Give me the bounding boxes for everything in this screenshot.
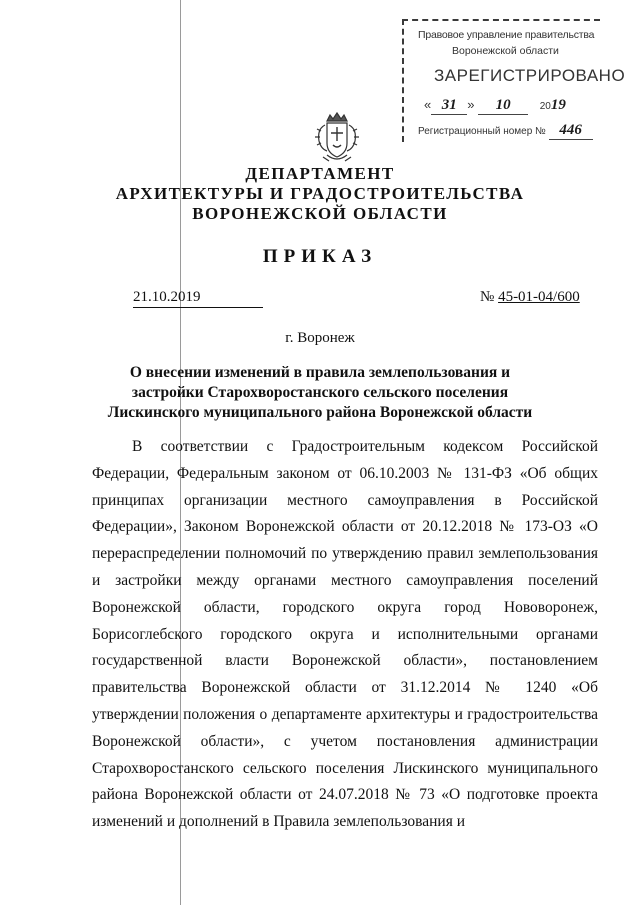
stamp-year-suffix: 19 bbox=[550, 97, 566, 113]
department-name bbox=[0, 164, 640, 224]
stamp-registered: ЗАРЕГИСТРИРОВАНО bbox=[434, 66, 626, 85]
dept-line-1: ДЕПАРТАМЕНТ bbox=[245, 164, 395, 183]
stamp-date-row: « 31 » 10 2019 bbox=[424, 97, 566, 113]
order-subject: О внесении изменений в правила землепользования и застройки Старохворостанского сельского поселения Лискинского муниципального района Воронежской области bbox=[107, 364, 533, 421]
stamp-org-line1: Правовое управление правительства bbox=[418, 29, 595, 41]
registration-stamp bbox=[402, 19, 626, 142]
stamp-reg-row bbox=[418, 122, 593, 140]
number-sign: № bbox=[480, 289, 495, 305]
stamp-month: 10 bbox=[495, 97, 511, 113]
stamp-reg-label: Регистрационный номер № bbox=[418, 126, 546, 137]
stamp-reg-number: 446 bbox=[549, 122, 593, 140]
dept-line-2: АРХИТЕКТУРЫ И ГРАДОСТРОИТЕЛЬСТВА bbox=[115, 184, 525, 203]
stamp-day: 31 bbox=[441, 97, 457, 113]
number-value: 45-01-04/600 bbox=[498, 289, 580, 305]
coat-of-arms-icon bbox=[313, 111, 361, 165]
city: г. Воронеж bbox=[285, 330, 355, 346]
stamp-year-prefix: 20 bbox=[539, 101, 551, 112]
stamp-org-line2: Воронежской области bbox=[452, 45, 559, 57]
body-paragraph: В соответствии с Градостроительным кодексом Российской Федерации, Федеральным законом от 06.10.2003 № 131-ФЗ «Об общих принципах организации местного самоуправления в Российской Федерации», Законом Воронежской области от 20.12.2018 № 173-ОЗ «О перераспределении полномочий по утверждению правил землепользования и застройки между органами местного самоуправления поселений Воронежской области, городского округа город Нововоронеж, Борисоглебского городского округа и исполнительными органами государственной власти Воронежской области», постановлением правительства Воронежской области от 31.12.2014 № 1240 «Об утверждении положения о департаменте архитектуры и градостроительства Воронежской области», с учетом постановления администрации Старохворостанского сельского поселения Лискинского муниципального района Воронежской области от 24.07.2018 № 73 «О подготовке проекта изменений и дополнений в Правила землепользования и bbox=[92, 438, 598, 831]
document-title: ПРИКАЗ bbox=[262, 246, 378, 267]
order-date: 21.10.2019 bbox=[133, 289, 263, 308]
dept-line-3: ВОРОНЕЖСКОЙ ОБЛАСТИ bbox=[192, 204, 448, 223]
order-number bbox=[480, 289, 580, 306]
